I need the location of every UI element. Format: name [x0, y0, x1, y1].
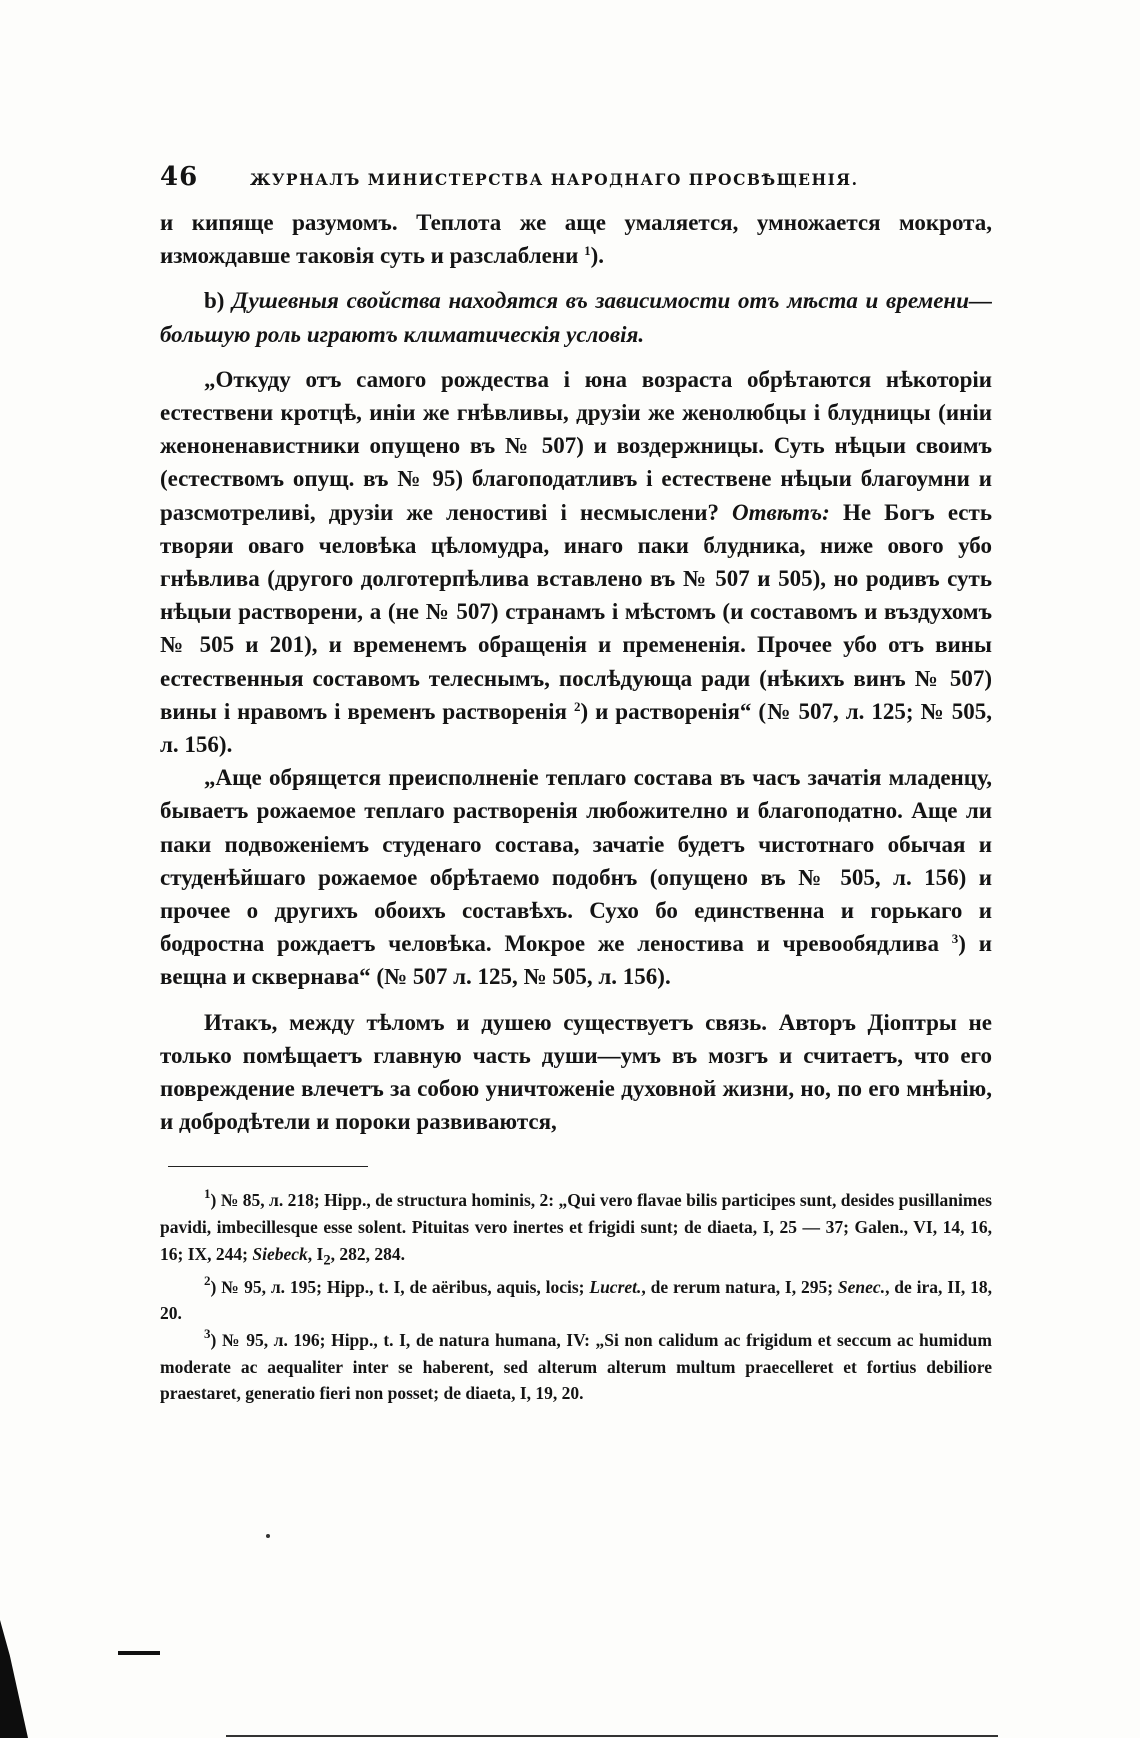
footnote-ref-2: 2: [573, 698, 581, 714]
page-number: 46: [160, 162, 199, 192]
author-name: Senec.: [837, 1276, 886, 1297]
footnote-ref-1: 1: [584, 243, 591, 259]
main-text: [160, 206, 992, 1138]
answer-label: Отвѣтъ:: [732, 499, 830, 525]
ink-speck: [266, 1534, 270, 1538]
footnote-ref-3: 3: [951, 931, 959, 947]
footnote-1: $^1$) № 85, л. 218; Hipp., de structura hominis, 2: „Qui vero flavae bilis participes sunt, desides pusillanimes pavidi, imbecillesque esse solent. Pituitas vero inertes et frigidi sunt; de diaeta, I, 25 — 37; Galen., VI, 14, 16, 16; IX, 244; Siebeck, $I_2$, 282, 284.: [160, 1186, 992, 1269]
scan-edge-mark: [118, 1651, 160, 1655]
footnote-2: $^2$) № 95, л. 195; Hipp., t. I, de aëribus, aquis, locis; Lucret., de rerum natura, I, 295; Senec., de ira, II, 18, 20.: [160, 1272, 993, 1324]
footnotes: [160, 1187, 992, 1406]
footnote-3: $^3$) № 95, л. 196; Hipp., t. I, de natura humana, IV: „Si non calidum ac frigidum et seccum ac humidum moderate ac aequaliter inter se haberent, sed alterum alterum multum praecelleret et fortius debiliore praestaret, generatio fieri non posset; de diaeta, I, 19, 20.: [160, 1325, 992, 1404]
author-name: Lucret.: [589, 1276, 642, 1297]
journal-title: ЖУРНАЛЪ МИНИСТЕРСТВА НАРОДНАГО ПРОСВѢЩЕНІЯ.: [250, 170, 859, 189]
section-label: b): [204, 288, 233, 314]
scan-bottom-edge: [226, 1735, 998, 1737]
section-heading-b: [160, 284, 992, 350]
author-name: Siebeck: [252, 1243, 308, 1264]
running-head: [160, 162, 992, 192]
quote-paragraph-1: „Откуду отъ самого рождества і юна возраста обрѣтаются нѣкоторіи естествени кротцѣ, иніи же гнѣвливы, друзіи же женолюбцы і блудницы (иніи женоненавистники опущено въ № 507) и воздержницы. Суть нѣцыи своимъ (естествомъ опущ. въ № 95) благоподатливъ і естествене нѣцыи благоумни и разсмотреливі, друзіи же леностиві і несмыслени? Отвѣтъ: Не Богъ есть творяи оваго человѣка цѣломудра, инаго паки блудника, ниже ового убо гнѣвлива (другого долготерпѣлива вставлено въ № 507 и 505), но родивъ суть нѣцыи растворени, а (не № 507) странамъ і мѣстомъ (и составомъ и въздухомъ № 505 и 201), и временемъ обращенія и премененія. Прочее убо отъ вины естественныя составомъ телеснымъ, послѣдующа ради (нѣкихъ винъ № 507) вины і нравомъ і временъ растворенія $^2$) и растворенія“ (№ 507, л. 125; № 505, л. 156).: [160, 366, 992, 758]
paragraph-continued: и кипяще разумомъ. Теплота же аще умаляется, умножается мокрота, измождавше таковія суть и разслаблени $^1$).: [160, 210, 992, 269]
section-heading: Душевныя свойства находятся въ зависимости отъ мѣста и времени—большую роль играютъ климатическія условія.: [160, 288, 992, 347]
book-page: [160, 162, 992, 1407]
quote-paragraph-2: „Аще обрящется преисполненіе теплаго состава въ часъ зачатія младенцу, бываетъ рожаемое теплаго растворенія любожително и благоподатно. Аще ли паки подвоженіемъ студенаго состава, зачатіе будетъ чистотнаго обычая и студенѣйшаго рожаемое обрѣтаемо подобнъ (опущено въ № 505, л. 156) и прочее о другихъ обоихъ составѣхъ. Сухо бо единственна и горькаго и бодростна рождаетъ человѣка. Мокрое же леностива и чревообядлива $^3$) и вещна и сквернава“ (№ 507 л. 125, № 505, л. 156).: [160, 765, 992, 990]
paragraph-conclusion: Итакъ, между тѣломъ и душею существуетъ связь. Авторъ Діоптры не только помѣщаетъ главную часть души—умъ въ мозгъ и считаетъ, что его повреждение влечетъ за собою уничтоженіе духовной жизни, но, по его мнѣнію, и добродѣтели и пороки развиваются,: [160, 1009, 992, 1135]
footnote-divider: [168, 1166, 368, 1167]
scan-corner-shadow: [0, 1620, 28, 1738]
